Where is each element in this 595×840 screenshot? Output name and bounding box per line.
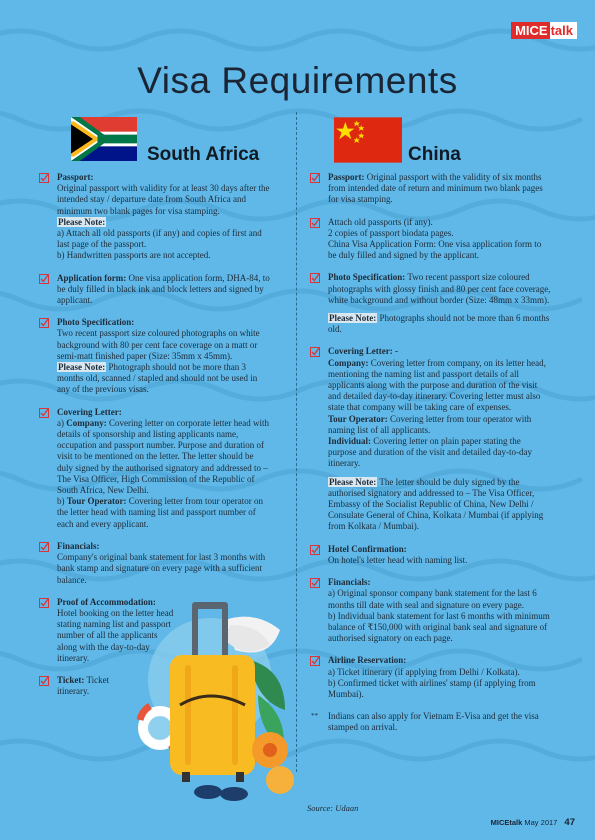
section-text: b) Individual bank statement for last 6 months with minimum balance of ₹150,000 with original bank seal and signature of authorised signatory on each page.	[328, 610, 550, 644]
china-column	[307, 172, 551, 745]
checkbox-icon	[39, 676, 49, 686]
sa-photo-section	[36, 317, 270, 395]
south-africa-column	[36, 172, 270, 708]
note-text: Photographs should not be more than 6 months old.	[328, 313, 550, 335]
sub-label-company: Company:	[66, 417, 107, 428]
country-heading-china: China	[408, 144, 461, 165]
item-prefix: a)	[57, 417, 67, 428]
section-text: 2 copies of passport biodata pages.	[328, 227, 454, 238]
footer-issue: May 2017	[524, 818, 558, 827]
sub-label-tour-operator: Tour Operator:	[66, 496, 127, 507]
section-text: China Visa Application Form: One visa application form to be duly filled and signed by the applicant.	[328, 239, 542, 261]
checkbox-icon	[310, 173, 320, 183]
country-heading-south-africa: South Africa	[147, 144, 260, 165]
footer-brand: MICEtalk	[490, 818, 523, 827]
sa-passport-section	[36, 172, 270, 262]
cn-passport-section	[307, 172, 551, 206]
checkbox-icon	[39, 173, 49, 183]
checkbox-icon	[310, 656, 320, 666]
checkbox-icon	[39, 542, 49, 552]
logo-part-talk: talk	[550, 22, 577, 39]
section-heading: Hotel Confirmation:	[328, 543, 407, 554]
section-text: Original passport with the validity of six months from intended date of return and minimum two blank pages for visa stamping.	[328, 172, 543, 205]
footnote-text: Indians can also apply for Vietnam E-Visa and get the visa stamped on arrival.	[328, 711, 539, 733]
cn-financials-section	[307, 577, 551, 644]
sa-ticket-section	[36, 675, 137, 697]
please-note-label: Please Note:	[329, 313, 377, 324]
checkbox-icon	[310, 273, 320, 283]
south-africa-flag-icon	[68, 117, 140, 161]
source-credit: Source: Udaan	[307, 803, 359, 813]
section-heading: Photo Specification:	[328, 272, 406, 283]
section-heading: Covering Letter:	[57, 406, 122, 417]
checkbox-icon	[39, 274, 49, 284]
sa-accommodation-section	[36, 597, 175, 664]
sub-text: Covering letter from tour operator on the letter head with naming list and passport number of each and every applicant.	[57, 496, 263, 529]
section-heading: Airline Reservation:	[328, 655, 407, 666]
sub-label-tour-operator: Tour Operator:	[328, 413, 388, 424]
section-heading: Covering Letter: -	[328, 346, 398, 357]
cn-hotel-section	[307, 544, 551, 566]
note-text: The letter should be duly signed by the authorised signatory and addressed to – The Visa Officer, Embassy of the Socialist Republic of China, New Delhi / Consulate General of China, Kolkata / Mumbai (if applying from Kolkata / Mumbai).	[328, 476, 544, 532]
cn-footnote	[307, 711, 551, 733]
sub-text: Covering letter from tour operator with naming list of all applicants.	[328, 413, 532, 435]
cn-covering-letter-section	[307, 346, 551, 532]
section-heading: Passport:	[328, 172, 365, 182]
note-item: b) Handwritten passports are not accepted.	[57, 250, 211, 261]
section-text: Attach old passports (if any).	[328, 216, 433, 227]
sa-covering-letter-section	[36, 407, 270, 530]
section-heading: Photo Specification:	[57, 317, 135, 328]
checkbox-icon	[39, 318, 49, 328]
section-text: a) Ticket itinerary (if applying from Delhi / Kolkata).	[328, 666, 520, 677]
sub-label-company: Company:	[328, 357, 369, 368]
sa-financials-section	[36, 541, 270, 586]
item-prefix: b)	[57, 496, 67, 507]
note-text: Photograph should not be more than 3 months old, scanned / stapled and should not be used in any of the previous visas.	[57, 362, 258, 395]
page-footer	[491, 817, 575, 828]
sa-application-section	[36, 273, 270, 307]
page-number: 47	[564, 817, 575, 828]
section-text: Company's original bank statement for last 3 months with bank stamp and signature on every page with a sufficient balance.	[57, 552, 266, 585]
section-text: On hotel's letter head with naming list.	[328, 554, 468, 565]
sub-label-individual: Individual:	[328, 436, 372, 447]
sub-text: Covering letter on plain paper stating the purpose and duration of the visit and detailed day-to-day itinerary.	[328, 436, 532, 469]
section-text: Original passport with validity for at least 30 days after the intended stay / departure date from South Africa and minimum two blank pages for visa stamping.	[57, 183, 270, 216]
section-text: Ticket itinerary.	[57, 674, 110, 697]
section-heading: Financials:	[57, 540, 100, 551]
section-text: Two recent passport size coloured photographs on white background with 80 per cent face coverage on a matt or semi-matt finished paper (Size: 35mm x 45mm).	[57, 328, 260, 361]
cn-old-passports-section	[307, 217, 551, 262]
please-note-label: Please Note:	[329, 476, 377, 487]
section-heading: Passport:	[57, 172, 94, 182]
china-flag-icon	[334, 117, 402, 163]
sub-text: Covering letter from company, on its letter head, mentioning the naming list and passport details of all applicants along with the purpose and duration of the visit and detailed day-to-day itinerary. Covering letter must also state that company will be taking care of expenses.	[328, 357, 546, 413]
checkbox-icon	[310, 545, 320, 555]
section-heading: Application form:	[57, 272, 127, 283]
checkbox-icon	[310, 578, 320, 588]
footnote-mark: **	[311, 712, 318, 721]
logo-part-mice: MICE	[511, 22, 550, 39]
section-text: Hotel booking on the letter head stating naming list and passport number of all the applicants along with the day-to-day itinerary.	[57, 607, 174, 663]
checkbox-icon	[310, 218, 320, 228]
checkbox-icon	[310, 347, 320, 357]
page-title: Visa Requirements	[137, 60, 458, 101]
please-note-label: Please Note:	[58, 216, 106, 227]
section-text: One visa application form, DHA-84, to be duly filled in black ink and block letters and signed by applicant.	[57, 272, 270, 306]
section-heading: Proof of Accommodation:	[57, 596, 156, 607]
section-heading: Financials:	[328, 577, 371, 588]
section-text: Two recent passport size coloured photographs with glossy finish and 80 per cent face coverage, white background and without border (Size: 48mm x 33mm).	[328, 272, 551, 305]
checkbox-icon	[39, 598, 49, 608]
note-item: a) Attach all old passports (if any) and copies of first and last page of the passport.	[57, 228, 262, 250]
section-text: b) Confirmed ticket with airlines' stamp (if applying from Mumbai).	[328, 677, 536, 699]
please-note-label: Please Note:	[58, 362, 106, 373]
cn-airline-section	[307, 655, 551, 700]
section-text: a) Original sponsor company bank statement for the last 6 months till date with seal and signature on every page.	[328, 588, 537, 610]
sub-text: Covering letter on corporate letter head with details of sponsorship and listing applicants name, occupation and passport number. Purpose and duration of visit to be mentioned on the letter. The letter should be duly signed by the authorised signatory and addressed to – The Visa Officer, High Commission of the Republic of South Africa, New Delhi.	[57, 417, 269, 496]
micetalk-logo	[511, 22, 577, 39]
section-heading: Ticket:	[57, 674, 85, 685]
cn-photo-section	[307, 272, 551, 335]
checkbox-icon	[39, 408, 49, 418]
